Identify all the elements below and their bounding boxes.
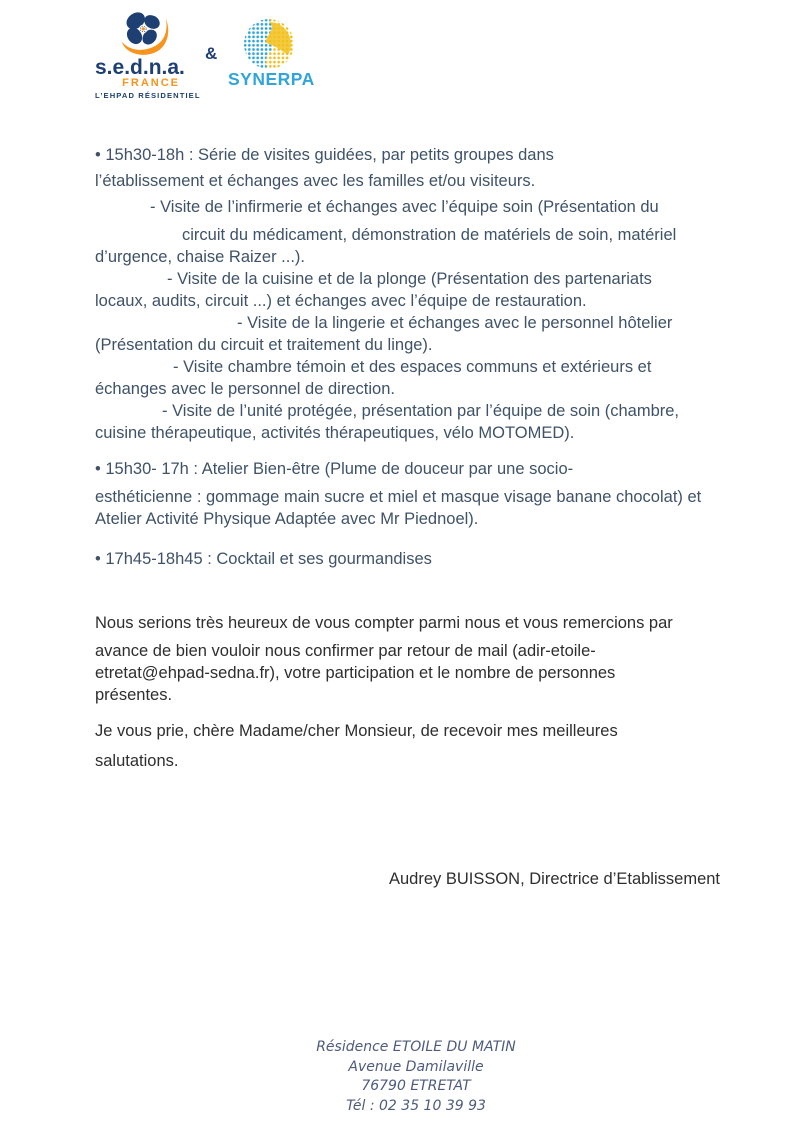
header-logos	[0, 0, 800, 110]
sedna-flower-icon	[115, 8, 175, 58]
closing-line: Je vous prie, chère Madame/cher Monsieur, de recevoir mes meilleures	[95, 722, 618, 740]
schedule-line: • 15h30- 17h : Atelier Bien-être (Plume de douceur par une socio-	[95, 460, 574, 478]
closing-line: etretat@ehpad-sedna.fr), votre participation et le nombre de personnes	[95, 664, 616, 682]
schedule-line: - Visite de la lingerie et échanges avec le personnel hôtelier	[237, 314, 673, 332]
schedule-line: esthéticienne : gommage main sucre et miel et masque visage banane chocolat) et	[95, 488, 702, 506]
closing-line: Nous serions très heureux de vous compter parmi nous et vous remercions par	[95, 614, 673, 632]
schedule-line: - Visite chambre témoin et des espaces communs et extérieurs et	[173, 358, 652, 376]
schedule-line: - Visite de l’unité protégée, présentation par l’équipe de soin (chambre,	[162, 402, 680, 420]
sedna-france-label: FRANCE	[122, 77, 180, 89]
signature-line: Audrey BUISSON, Directrice d’Etablissement	[388, 870, 720, 888]
footer-line: Tél : 02 35 10 39 93	[346, 1097, 486, 1114]
letter-body	[95, 144, 720, 890]
schedule-line: • 17h45-18h45 : Cocktail et ses gourmandises	[95, 550, 432, 568]
schedule-line: locaux, audits, circuit ...) et échanges avec l’équipe de restauration.	[95, 292, 587, 310]
schedule-line: cuisine thérapeutique, activités thérapeutiques, vélo MOTOMED).	[95, 424, 575, 442]
footer-line: Avenue Damilaville	[348, 1058, 484, 1075]
closing-line: salutations.	[95, 752, 179, 770]
schedule-line: - Visite de l’infirmerie et échanges avec l’équipe soin (Présentation du	[150, 198, 659, 216]
footer-line: 76790 ETRETAT	[361, 1078, 471, 1094]
synerpa-wordmark: SYNERPA	[228, 69, 315, 89]
ampersand: &	[205, 44, 218, 63]
schedule-line: - Visite de la cuisine et de la plonge (Présentation des partenariats	[167, 270, 652, 288]
schedule-line: l’établissement et échanges avec les familles et/ou visiteurs.	[95, 172, 536, 190]
schedule-line: Atelier Activité Physique Adaptée avec Mr Piednoel).	[95, 510, 479, 528]
closing-block	[95, 612, 720, 772]
schedule-block	[95, 144, 720, 570]
sedna-logo	[95, 8, 201, 101]
synerpa-globe-icon	[243, 18, 295, 70]
sedna-tagline: L’EHPAD RÉSIDENTIEL	[95, 91, 201, 100]
schedule-line: circuit du médicament, démonstration de matériels de soin, matériel	[182, 226, 677, 244]
schedule-line: (Présentation du circuit et traitement du linge).	[95, 336, 433, 354]
closing-line: présentes.	[95, 686, 173, 704]
schedule-line: • 15h30-18h : Série de visites guidées, par petits groupes dans	[95, 146, 554, 164]
sedna-wordmark: s.e.d.n.a.	[95, 56, 185, 79]
synerpa-logo	[228, 18, 315, 89]
footer-address	[32, 1038, 800, 1116]
schedule-line: échanges avec le personnel de direction.	[95, 380, 395, 398]
footer-line: Résidence ETOILE DU MATIN	[316, 1039, 516, 1055]
closing-line: avance de bien vouloir nous confirmer par retour de mail (adir-etoile-	[95, 642, 596, 660]
schedule-line: d’urgence, chaise Raizer ...).	[95, 248, 306, 266]
